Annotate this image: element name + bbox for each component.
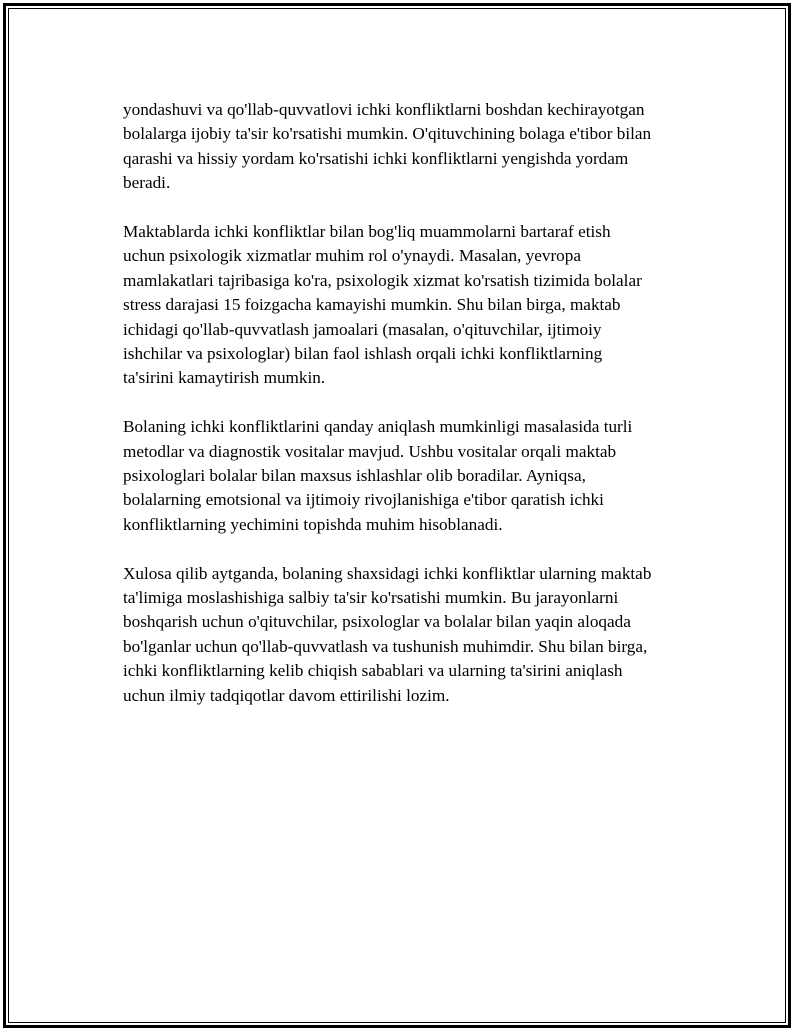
text-line: bo'lganlar uchun qo'llab-quvvatlash va tushunish muhimdir. Shu bilan birga, (123, 636, 648, 656)
text-line: Xulosa qilib aytganda, bolaning shaxsidagi ichki konfliktlar ularning maktab (123, 563, 652, 583)
paragraph-3 (123, 415, 713, 537)
text-line: ichki konfliktlarning kelib chiqish sabablari va ularning ta'sirini aniqlash (123, 661, 623, 681)
page-border (3, 3, 791, 1028)
text-line: yondashuvi va qo'llab-quvvatlovi ichki konfliktlarni boshdan kechirayotgan (123, 100, 645, 119)
text-line: psixologlari bolalar bilan maxsus ishlashlar olib boradilar. Ayniqsa, (123, 466, 586, 486)
paragraph-1 (123, 98, 713, 196)
text-line: uchun psixologik xizmatlar muhim rol o'ynaydi. Masalan, yevropa (123, 246, 581, 266)
text-line: ichidagi qo'llab-quvvatlash jamoalari (masalan, o'qituvchilar, ijtimoiy (123, 319, 602, 339)
text-line: qarashi va hissiy yordam ko'rsatishi ichki konfliktlarni yengishda yordam (123, 148, 629, 168)
text-line: Maktablarda ichki konfliktlar bilan bog'liq muammolarni bartaraf etish (123, 222, 611, 242)
paragraph-2 (123, 220, 713, 391)
text-line: bolalarning emotsional va ijtimoiy rivojlanishiga e'tibor qaratish ichki (123, 490, 604, 510)
document-body (123, 98, 713, 733)
text-line: beradi. (123, 173, 171, 193)
text-line: konfliktlarning yechimini topishda muhim hisoblanadi. (123, 514, 503, 534)
text-line: ta'limiga moslashishiga salbiy ta'sir ko'rsatishi mumkin. Bu jarayonlarni (123, 588, 619, 608)
text-line: ishchilar va psixologlar) bilan faol ishlash orqali ichki konfliktlarning (123, 344, 603, 364)
text-line: boshqarish uchun o'qituvchilar, psixologlar va bolalar bilan yaqin aloqada (123, 612, 631, 632)
text-line: mamlakatlari tajribasiga ko'ra, psixologik xizmat ko'rsatish tizimida bolalar (123, 270, 642, 290)
text-line: ta'sirini kamaytirish mumkin. (123, 368, 326, 388)
text-line: stress darajasi 15 foizgacha kamayishi mumkin. Shu bilan birga, maktab (123, 295, 621, 315)
text-line: bolalarga ijobiy ta'sir ko'rsatishi mumkin. O'qituvchining bolaga e'tibor bilan (123, 124, 652, 144)
text-line: Bolaning ichki konfliktlarini qanday aniqlash mumkinligi masalasida turli (123, 417, 633, 437)
text-line: uchun ilmiy tadqiqotlar davom ettirilishi lozim. (123, 685, 450, 705)
paragraph-4 (123, 562, 713, 708)
text-line: metodlar va diagnostik vositalar mavjud. Ushbu vositalar orqali maktab (123, 441, 617, 461)
